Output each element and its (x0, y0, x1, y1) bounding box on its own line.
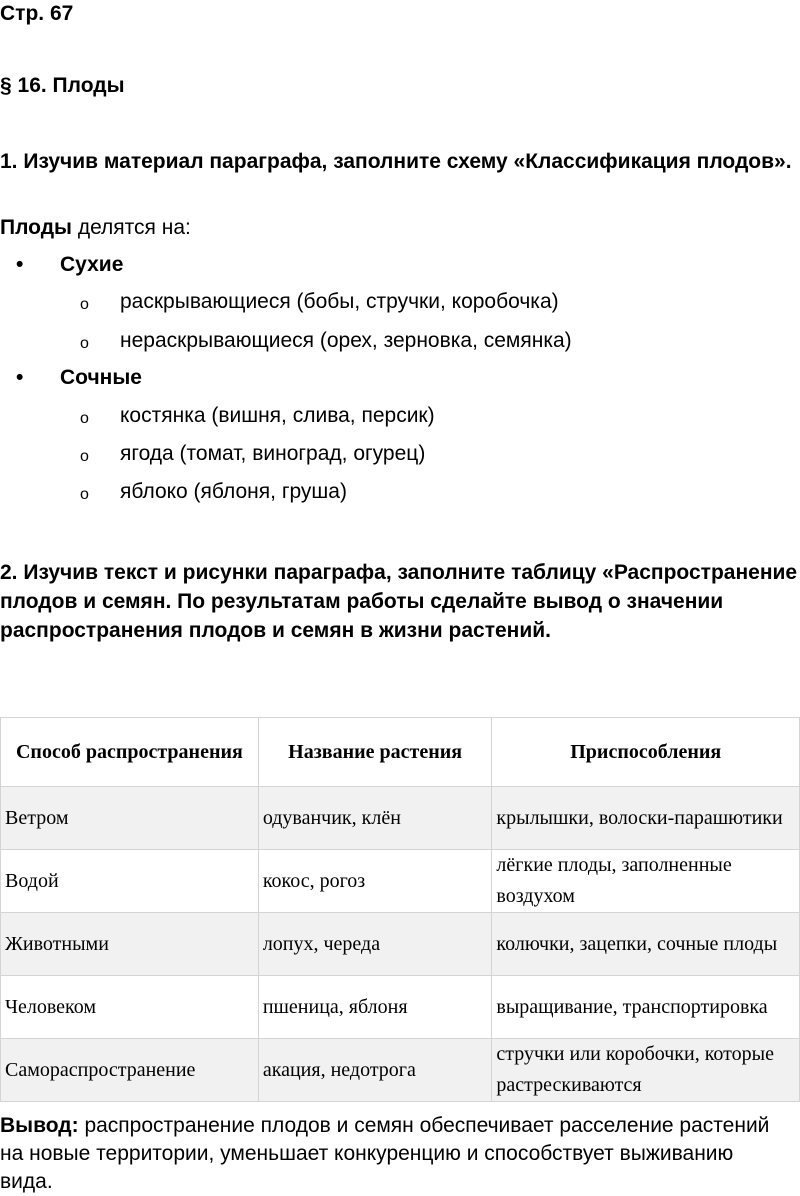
header-adaptations: Приспособления (492, 718, 800, 787)
list-item: яблоко (яблоня, груша) (120, 480, 347, 503)
conclusion (0, 1112, 790, 1196)
circle-bullet-icon: o (80, 335, 89, 352)
category-dry: Сухие (60, 253, 124, 276)
page-number: Стр. 67 (0, 2, 74, 25)
cell-adaptation: лёгкие плоды, заполненные воздухом (492, 850, 800, 913)
bullet-icon: • (16, 253, 24, 276)
cell-adaptation: выращивание, транспортировка (492, 976, 800, 1039)
bullet-icon: • (16, 366, 24, 389)
conclusion-text: распространение плодов и семян обеспечивает расселение растений на новые территории, уменьшает конкуренцию и способствует выживанию вида. (0, 1114, 770, 1193)
cell-plant: одуванчик, клён (258, 787, 492, 850)
intro-bold: Плоды (0, 216, 72, 239)
cell-method: Человеком (1, 976, 259, 1039)
cell-plant: пшеница, яблоня (258, 976, 492, 1039)
conclusion-label: Вывод: (0, 1114, 79, 1137)
circle-bullet-icon: o (80, 410, 89, 427)
section-title: § 16. Плоды (0, 74, 125, 97)
list-item: ягода (томат, виноград, огурец) (120, 442, 426, 465)
table-row (1, 976, 800, 1039)
cell-method: Ветром (1, 787, 259, 850)
classification-intro (0, 214, 191, 242)
distribution-table (0, 717, 800, 1102)
list-item: костянка (вишня, слива, персик) (120, 404, 435, 427)
cell-method: Самораспространение (1, 1039, 259, 1102)
cell-plant: кокос, рогоз (258, 850, 492, 913)
header-method: Способ распространения (1, 718, 259, 787)
category-juicy: Сочные (60, 366, 142, 389)
circle-bullet-icon: o (80, 448, 89, 465)
circle-bullet-icon: o (80, 486, 89, 503)
cell-method: Водой (1, 850, 259, 913)
list-item: нераскрывающиеся (орех, зерновка, семянка) (120, 329, 572, 352)
list-item: раскрывающиеся (бобы, стручки, коробочка) (120, 290, 559, 313)
cell-method: Животными (1, 913, 259, 976)
table-header-row (1, 718, 800, 787)
task-1-text: 1. Изучив материал параграфа, заполните схему «Классификация плодов». (0, 150, 792, 173)
intro-rest: делятся на: (71, 216, 191, 239)
table-row (1, 1039, 800, 1102)
table-row (1, 787, 800, 850)
table-row (1, 850, 800, 913)
cell-adaptation: крылышки, волоски-парашютики (492, 787, 800, 850)
cell-adaptation: колючки, зацепки, сочные плоды (492, 913, 800, 976)
task-2-text: 2. Изучив текст и рисунки параграфа, заполните таблицу «Распространение плодов и семян. По результатам работы сделайте вывод о значении распространения плодов и семян в жизни растений. (0, 561, 798, 642)
cell-adaptation: стручки или коробочки, которые растрескиваются (492, 1039, 800, 1102)
cell-plant: лопух, череда (258, 913, 492, 976)
circle-bullet-icon: o (80, 296, 89, 313)
table-row (1, 913, 800, 976)
cell-plant: акация, недотрога (258, 1039, 492, 1102)
header-plant: Название растения (258, 718, 492, 787)
